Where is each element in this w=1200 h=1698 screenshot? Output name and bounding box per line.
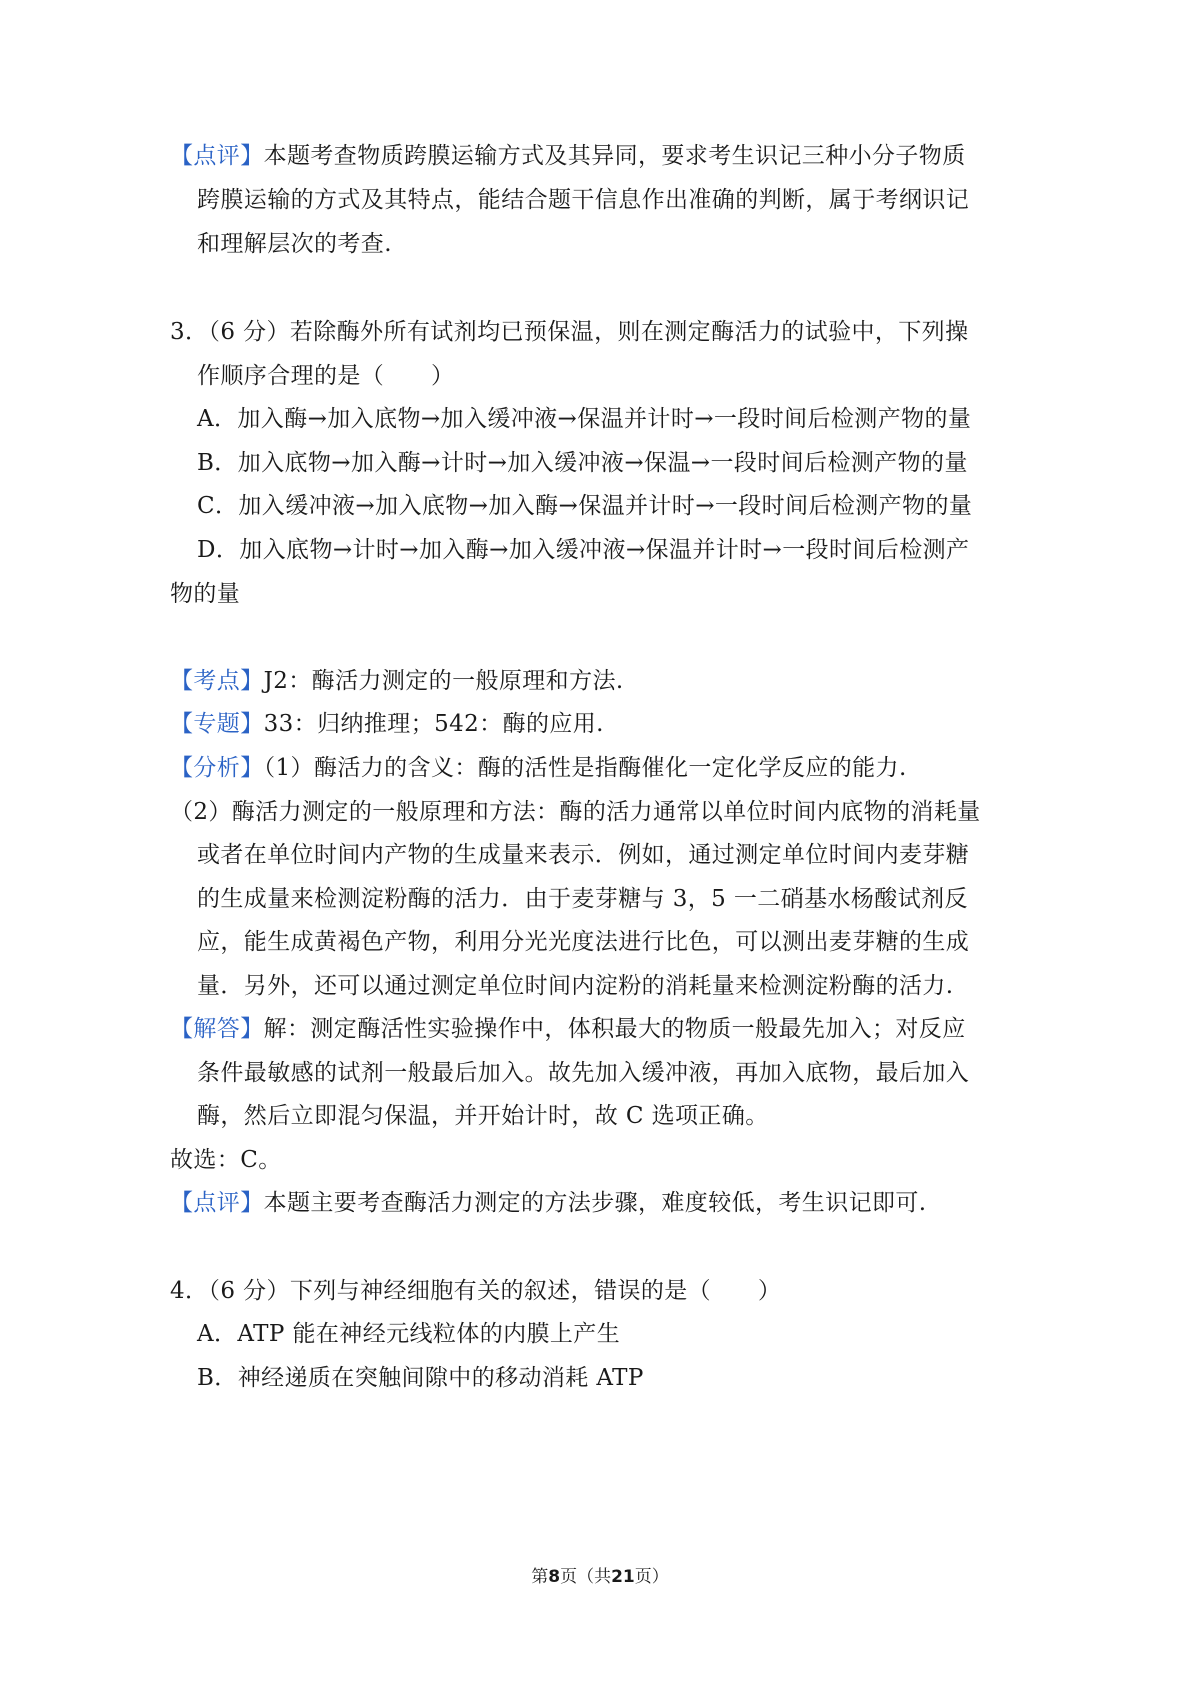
q3-option-b: B．加入底物→加入酶→计时→加入缓冲液→保温→一段时间后检测产物的量: [197, 450, 968, 476]
q3-fenxi-line6: 量．另外，还可以通过测定单位时间内淀粉的消耗量来检测淀粉酶的活力.: [197, 973, 954, 999]
q3-stem-line2: 作顺序合理的是（ ）: [197, 363, 455, 389]
q3-zhuanti-text: 33：归纳推理；542：酶的应用.: [263, 711, 604, 737]
footer-middle: 页（共: [560, 1567, 612, 1587]
q2-comment-line3: 和理解层次的考查.: [197, 231, 392, 257]
q2-comment-tag: 【点评】: [170, 143, 264, 169]
q3-fenxi-line3: 或者在单位时间内产物的生成量来表示．例如，通过测定单位时间内麦芽糖: [197, 842, 970, 868]
q3-fenxi-line5: 应，能生成黄褐色产物，利用分光光度法进行比色，可以测出麦芽糖的生成: [197, 929, 970, 955]
q3-fenxi-line4: 的生成量来检测淀粉酶的活力．由于麦芽糖与 3，5 一二硝基水杨酸试剂反: [197, 886, 968, 912]
q3-fenxi-line1: [170, 753, 907, 783]
page-footer: [0, 1566, 1200, 1588]
q3-kaodian-text: J2：酶活力测定的一般原理和方法.: [263, 668, 624, 694]
footer-prefix: 第: [531, 1567, 549, 1587]
q3-option-d-line2: 物的量: [170, 581, 241, 607]
q3-kaodian-tag: 【考点】: [170, 668, 264, 694]
q3-dianping-text: 本题主要考查酶活力测定的方法步骤，难度较低，考生识记即可.: [263, 1190, 927, 1216]
q2-comment-line1: [170, 141, 966, 171]
q3-fenxi-tag: 【分析】: [170, 755, 264, 781]
q3-zhuanti-tag: 【专题】: [170, 711, 264, 737]
q3-jieda-line1: [170, 1014, 966, 1044]
q4-option-b: B．神经递质在突触间隙中的移动消耗 ATP: [197, 1365, 644, 1391]
q3-jieda-line3: 酶，然后立即混匀保温，并开始计时，故 C 选项正确。: [197, 1103, 769, 1129]
q3-jieda-tag: 【解答】: [170, 1016, 264, 1042]
q3-zhuanti: [170, 709, 604, 739]
q4-stem: 4．（6 分）下列与神经细胞有关的叙述，错误的是（ ）: [170, 1278, 782, 1304]
q3-answer: 故选：C。: [170, 1147, 282, 1173]
q3-jieda-text-1: 解：测定酶活性实验操作中，体积最大的物质一般最先加入；对反应: [263, 1016, 966, 1042]
q3-fenxi-line2: （2）酶活力测定的一般原理和方法：酶的活力通常以单位时间内底物的消耗量: [170, 799, 981, 825]
q3-fenxi-text-1: （1）酶活力的含义：酶的活性是指酶催化一定化学反应的能力.: [263, 755, 907, 781]
q4-option-a: A．ATP 能在神经元线粒体的内膜上产生: [197, 1321, 621, 1347]
footer-page-number: 8: [548, 1567, 561, 1587]
q3-stem-line1: 3．（6 分）若除酶外所有试剂均已预保温，则在测定酶活力的试验中，下列操: [170, 319, 969, 345]
footer-total-pages: 21: [611, 1567, 635, 1587]
q2-comment-line2: 跨膜运输的方式及其特点，能结合题干信息作出准确的判断，属于考纲识记: [197, 187, 970, 213]
q3-option-c: C．加入缓冲液→加入底物→加入酶→保温并计时→一段时间后检测产物的量: [197, 493, 973, 519]
footer-suffix: 页）: [634, 1567, 669, 1587]
q3-option-a: A．加入酶→加入底物→加入缓冲液→保温并计时→一段时间后检测产物的量: [197, 406, 972, 432]
q3-dianping: [170, 1188, 927, 1218]
q3-dianping-tag: 【点评】: [170, 1190, 264, 1216]
q3-jieda-line2: 条件最敏感的试剂一般最后加入。故先加入缓冲液，再加入底物，最后加入: [197, 1060, 970, 1086]
q3-option-d-line1: D．加入底物→计时→加入酶→加入缓冲液→保温并计时→一段时间后检测产: [197, 537, 970, 563]
q2-comment-text-1: 本题考查物质跨膜运输方式及其异同，要求考生识记三种小分子物质: [263, 143, 966, 169]
q3-kaodian: [170, 666, 624, 696]
